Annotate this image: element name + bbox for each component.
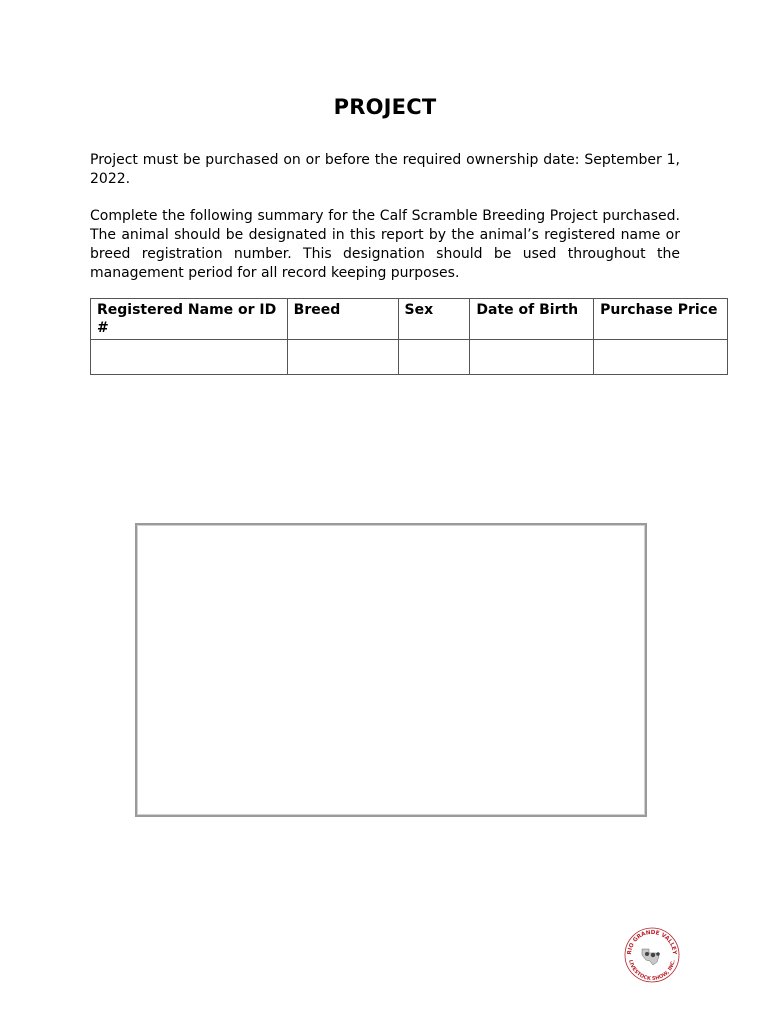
column-header-breed: Breed	[287, 299, 398, 340]
project-summary-table	[90, 298, 728, 375]
purchase-price-cell[interactable]	[594, 340, 728, 375]
ownership-date-paragraph: Project must be purchased on or before the required ownership date: September 1, 2022.	[90, 152, 680, 187]
summary-instructions-paragraph: Complete the following summary for the Calf Scramble Breeding Project purchased. The animal should be designated in this report by the animal’s registered name or breed registration number. This designation should be used throughout the management period for all record keeping purposes.	[90, 208, 680, 281]
column-header-purchase-price: Purchase Price	[594, 299, 728, 340]
registered-name-cell[interactable]	[91, 340, 288, 375]
photo-box[interactable]	[135, 523, 647, 817]
page-title: PROJECT	[333, 95, 437, 119]
sex-cell[interactable]	[398, 340, 470, 375]
date-of-birth-cell[interactable]	[470, 340, 594, 375]
breed-cell[interactable]	[287, 340, 398, 375]
column-header-registered-name: Registered Name or ID #	[91, 299, 288, 340]
svg-text:LIVESTOCK SHOW, INC.: LIVESTOCK SHOW, INC.	[627, 959, 677, 983]
livestock-show-logo	[622, 925, 682, 985]
column-header-sex: Sex	[398, 299, 470, 340]
column-header-date-of-birth: Date of Birth	[470, 299, 594, 340]
svg-text:RIO GRANDE VALLEY: RIO GRANDE VALLEY	[626, 929, 678, 955]
table-row	[91, 340, 728, 375]
table-header-row	[91, 299, 728, 340]
